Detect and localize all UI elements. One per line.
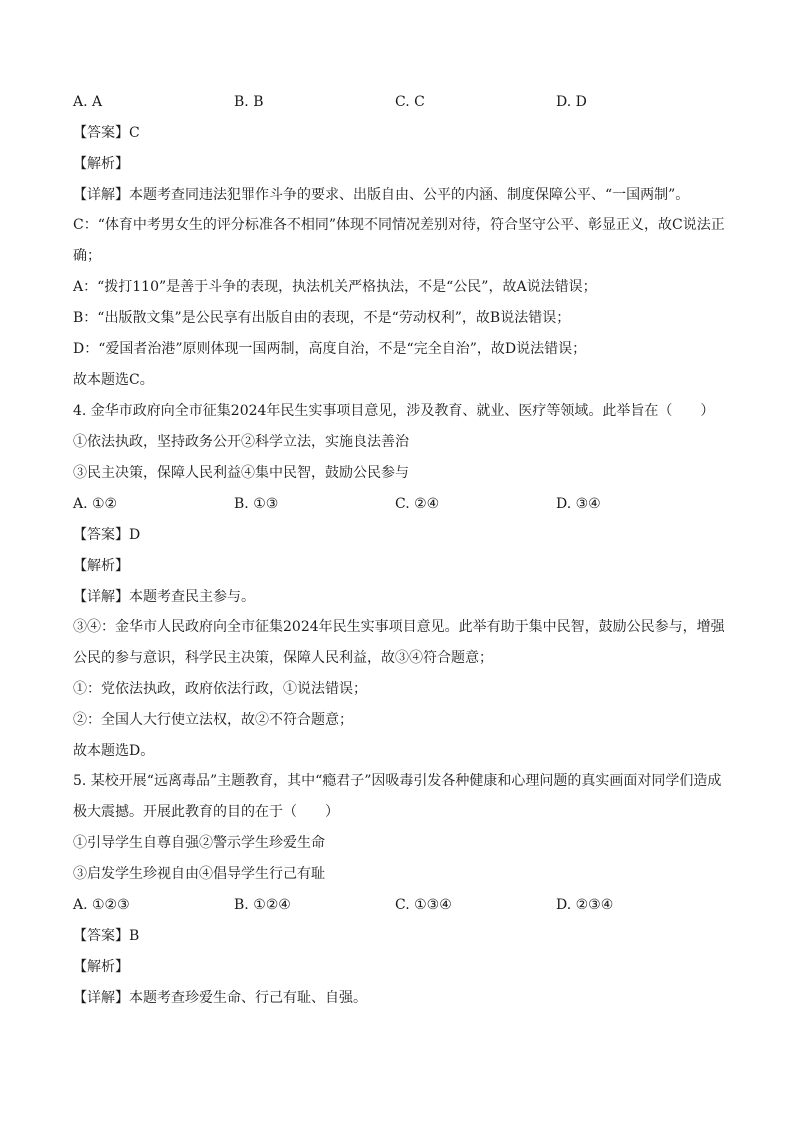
q5-option-c: C. ①③④	[395, 897, 452, 913]
q3-explanation-d: D：“爱国者治港”原则体现一国两制，高度自治，不是“完全自治”，故D说法错误；	[73, 341, 587, 357]
q3-explanation-c: C：“体育中考男女生的评分标准各不相同”体现不同情况差别对待，符合坚守公平、彰显正义，故C说法正确；	[73, 217, 725, 264]
q4-explanation-34: ③④：金华市人民政府向全市征集2024年民生实事项目意见。此举有助于集中民智，鼓励公民参与，增强公民的参与意识，科学民主决策，保障人民利益，故③④符合题意；	[73, 619, 725, 666]
q4-detail: 【详解】本题考查民主参与。	[73, 589, 255, 605]
q4-items-2: ③民主决策，保障人民利益④集中民智，鼓励公民参与	[73, 465, 409, 481]
q4-option-d: D. ③④	[556, 496, 601, 512]
q4-conclusion: 故本题选D。	[73, 743, 155, 759]
q5-option-d: D. ②③④	[556, 897, 614, 913]
q4-items-1: ①依法执政，坚持政务公开②科学立法，实施良法善治	[73, 434, 409, 450]
q3-option-a: A. A	[73, 94, 103, 110]
q3-explanation-a: A：“拨打110”是善于斗争的表现，执法机关严格执法，不是“公民”，故A说法错误；	[73, 279, 597, 295]
q5-detail: 【详解】本题考查珍爱生命、行己有耻、自强。	[73, 990, 367, 1006]
q4-answer: 【答案】D	[73, 527, 141, 543]
q5-option-b: B. ①②④	[234, 897, 291, 913]
q5-analysis-heading: 【解析】	[73, 959, 129, 975]
q3-analysis-heading: 【解析】	[73, 156, 129, 172]
q4-options	[73, 494, 733, 514]
q3-option-c: C. C	[395, 94, 425, 110]
q5-items-2: ③启发学生珍视自由④倡导学生行己有耻	[73, 866, 325, 882]
document-page	[73, 92, 733, 1019]
q4-analysis-heading: 【解析】	[73, 558, 129, 574]
q4-explanation-1: ①：党依法执政，政府依法行政，①说法错误；	[73, 681, 367, 697]
q3-detail: 【详解】本题考查同违法犯罪作斗争的要求、出版自由、公平的内涵、制度保障公平、“一国两制”。	[73, 187, 690, 203]
q4-option-c: C. ②④	[395, 496, 440, 512]
q4-option-a: A. ①②	[73, 496, 118, 512]
q5-answer: 【答案】B	[73, 928, 140, 944]
q3-answer: 【答案】C	[73, 125, 140, 141]
q5-option-a: A. ①②③	[73, 897, 130, 913]
q4-stem: 4. 金华市政府向全市征集2024年民生实事项目意见，涉及教育、就业、医疗等领域。此举旨在（ ）	[73, 403, 715, 419]
q3-options	[73, 92, 733, 112]
q5-items-1: ①引导学生自尊自强②警示学生珍爱生命	[73, 835, 325, 851]
q3-conclusion: 故本题选C。	[73, 372, 154, 388]
q3-option-d: D. D	[556, 94, 587, 110]
q4-option-b: B. ①③	[234, 496, 279, 512]
q3-option-b: B. B	[234, 94, 264, 110]
q4-explanation-2: ②：全国人大行使立法权，故②不符合题意；	[73, 712, 353, 728]
q3-explanation-b: B：“出版散文集”是公民享有出版自由的表现，不是“劳动权利”，故B说法错误；	[73, 310, 571, 326]
q5-stem: 5. 某校开展“远离毒品”主题教育，其中“瘾君子”因吸毒引发各种健康和心理问题的真实画面对同学们造成极大震撼。开展此教育的目的在于（ ）	[73, 773, 722, 820]
q5-options	[73, 895, 733, 915]
